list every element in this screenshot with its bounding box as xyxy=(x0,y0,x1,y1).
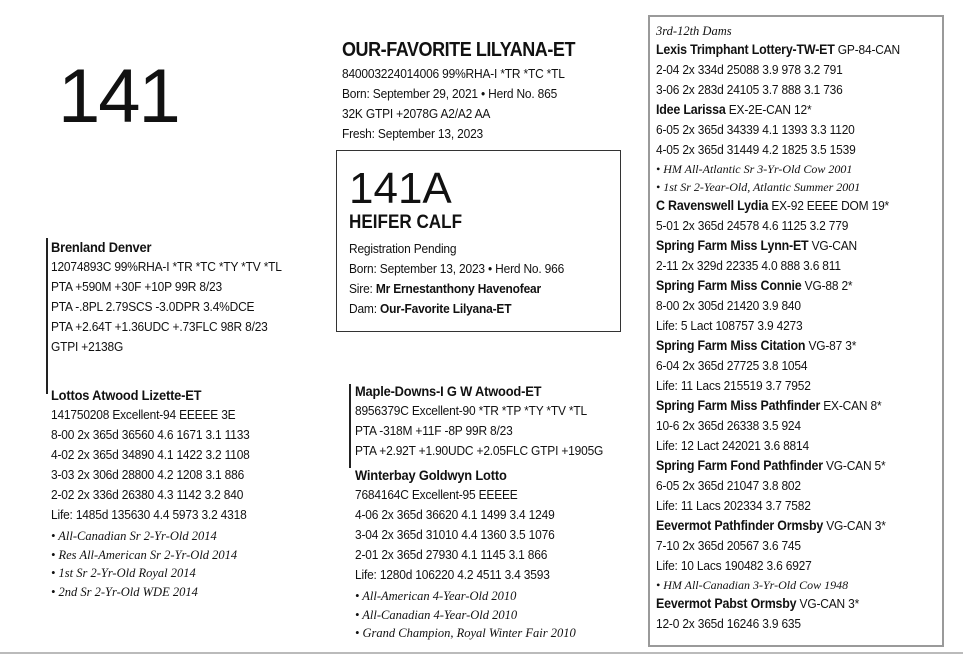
record-line: 2-11 2x 329d 22335 4.0 888 3.6 811 xyxy=(656,258,841,273)
dam-entry-name xyxy=(656,516,918,536)
award-line: • 1st Sr 2-Yr-Old Royal 2014 xyxy=(51,566,196,580)
dam-name: Eevermot Pathfinder Ormsby xyxy=(656,518,824,533)
calf-dam-label: Dam: xyxy=(349,301,377,316)
calf-lot-number: 141A xyxy=(349,164,452,213)
record-line: 6-05 2x 365d 21047 3.8 802 xyxy=(656,478,801,493)
record-line: 6-05 2x 365d 34339 4.1 1393 3.3 1120 xyxy=(656,122,855,137)
dam-line: 840003224014006 99%RHA-I *TR *TC *TL xyxy=(342,66,565,81)
sire-name: Brenland Denver xyxy=(51,239,152,255)
award-line: • All-Canadian 4-Year-Old 2010 xyxy=(355,607,518,622)
calf-dam-name: Our-Favorite Lilyana-ET xyxy=(379,301,512,316)
record-line: Life: 11 Lacs 215519 3.7 7952 xyxy=(656,378,811,393)
record-line: Life: 1485d 135630 4.4 5973 3.2 4318 xyxy=(51,507,247,522)
calf-details xyxy=(349,239,583,319)
maternal-grandsire-block xyxy=(355,381,625,461)
calf-born: Born: September 13, 2023 • Herd No. 966 xyxy=(349,261,565,276)
record-line: 8-00 2x 365d 36560 4.6 1671 3.1 1133 xyxy=(51,427,250,442)
dam-name: Spring Farm Miss Citation xyxy=(656,338,806,353)
maternal-grandsire-name: Maple-Downs-I G W Atwood-ET xyxy=(355,383,542,399)
dam-line: 32K GTPI +2078G A2/A2 AA xyxy=(342,106,491,121)
dam-classification: VG-CAN xyxy=(808,238,858,253)
award-line: • 1st Sr 2-Year-Old, Atlantic Summer 2001 xyxy=(656,180,861,194)
pedigree-bracket xyxy=(46,238,48,394)
dam-name: Spring Farm Miss Pathfinder xyxy=(656,398,821,413)
dam-line: Fresh: September 13, 2023 xyxy=(342,126,484,141)
sire-line: PTA -.8PL 2.79SCS -3.0DPR 3.4%DCE xyxy=(51,299,255,314)
third-dam-block xyxy=(355,465,576,643)
dam-classification: EX-CAN 8* xyxy=(820,398,882,413)
dam-entry-name xyxy=(656,456,918,476)
record-line: 141750208 Excellent-94 EEEEE 3E xyxy=(51,407,236,422)
dam-classification: GP-84-CAN xyxy=(834,42,900,57)
record-line: 2-01 2x 365d 27930 4.1 1145 3.1 866 xyxy=(355,547,548,562)
dam-classification: VG-87 3* xyxy=(805,338,857,353)
dams-panel-heading: 3rd-12th Dams xyxy=(656,24,732,38)
bottom-rule xyxy=(0,652,963,654)
dam-classification: VG-88 2* xyxy=(801,278,853,293)
dam-entry-name xyxy=(656,336,918,356)
dam-entry-name xyxy=(656,40,918,60)
award-line: • Grand Champion, Royal Winter Fair 2010 xyxy=(355,626,576,640)
record-line: Life: 11 Lacs 202334 3.7 7582 xyxy=(656,498,811,513)
dam-name: Spring Farm Fond Pathfinder xyxy=(656,458,823,473)
grandsire-line: 8956379C Excellent-90 *TR *TP *TY *TV *TL xyxy=(355,403,587,418)
record-line: 2-02 2x 336d 26380 4.3 1142 3.2 840 xyxy=(51,487,244,502)
record-line: 4-05 2x 365d 31449 4.2 1825 3.5 1539 xyxy=(656,142,856,157)
dam-details xyxy=(342,64,584,144)
award-line: • HM All-Canadian 3-Yr-Old Cow 1948 xyxy=(656,578,849,592)
award-line: • All-Canadian Sr 2-Yr-Old 2014 xyxy=(51,529,217,543)
dam-line: Born: September 29, 2021 • Herd No. 865 xyxy=(342,86,558,101)
record-line: 10-6 2x 365d 26338 3.5 924 xyxy=(656,418,801,433)
dam-classification: VG-CAN 5* xyxy=(822,458,886,473)
dam-entry-name xyxy=(656,196,918,216)
record-line: 7684164C Excellent-95 EEEEE xyxy=(355,487,518,502)
record-line: 3-04 2x 365d 31010 4.4 1360 3.5 1076 xyxy=(355,527,555,542)
calf-sire xyxy=(349,279,564,299)
dam-name: Spring Farm Miss Lynn-ET xyxy=(656,238,809,253)
sire-line: 12074893C 99%RHA-I *TR *TC *TY *TV *TL xyxy=(51,259,282,274)
sire-block xyxy=(51,237,302,357)
dam-name: OUR-FAVORITE LILYANA-ET xyxy=(342,39,576,61)
record-line: 6-04 2x 365d 27725 3.8 1054 xyxy=(656,358,808,373)
dam-classification: VG-CAN 3* xyxy=(823,518,886,533)
dam-classification: VG-CAN 3* xyxy=(796,596,860,611)
calf-type: HEIFER CALF xyxy=(349,212,463,233)
dams-panel-content xyxy=(656,22,941,634)
calf-registration: Registration Pending xyxy=(349,241,457,256)
dam-entry-name xyxy=(656,236,918,256)
dams-list xyxy=(656,40,941,634)
lot-number: 141 xyxy=(58,54,179,139)
award-line: • 2nd Sr 2-Yr-Old WDE 2014 xyxy=(51,584,198,599)
dam-name: Eevermot Pabst Ormsby xyxy=(656,596,797,611)
record-line: Life: 10 Lacs 190482 3.6 6927 xyxy=(656,558,812,573)
dam-classification: EX-2E-CAN 12* xyxy=(725,102,812,117)
sire-line: PTA +590M +30F +10P 99R 8/23 xyxy=(51,279,222,294)
record-line: 3-03 2x 306d 28800 4.2 1208 3.1 886 xyxy=(51,467,245,482)
sire-line: GTPI +2138G xyxy=(51,339,124,354)
pedigree-bracket xyxy=(349,384,351,468)
award-line: • All-American 4-Year-Old 2010 xyxy=(355,589,517,603)
grandsire-line: PTA -318M +11F -8P 99R 8/23 xyxy=(355,423,513,438)
record-line: 12-0 2x 365d 16246 3.9 635 xyxy=(656,616,801,631)
record-line: 7-10 2x 365d 20567 3.6 745 xyxy=(656,538,801,553)
award-line: • HM All-Atlantic Sr 3-Yr-Old Cow 2001 xyxy=(656,162,853,176)
record-line: 4-02 2x 365d 34890 4.1 1422 3.2 1108 xyxy=(51,447,250,462)
record-line: 3-06 2x 283d 24105 3.7 888 3.1 736 xyxy=(656,82,843,97)
dam-name: Lexis Trimphant Lottery-TW-ET xyxy=(656,42,835,57)
dam-name: C Ravenswell Lydia xyxy=(656,198,769,213)
second-dam-name: Lottos Atwood Lizette-ET xyxy=(51,387,202,403)
award-line: • Res All-American Sr 2-Yr-Old 2014 xyxy=(51,547,238,562)
dam-name: Spring Farm Miss Connie xyxy=(656,278,802,293)
calf-sire-label: Sire: xyxy=(349,281,373,296)
dam-entry-name xyxy=(656,594,918,614)
calf-dam xyxy=(349,299,564,319)
dam-entry-name xyxy=(656,100,918,120)
record-line: 5-01 2x 365d 24578 4.6 1125 3.2 779 xyxy=(656,218,849,233)
third-dam-name: Winterbay Goldwyn Lotto xyxy=(355,467,507,483)
record-line: 2-04 2x 334d 25088 3.9 978 3.2 791 xyxy=(656,62,843,77)
record-line: Life: 1280d 106220 4.2 4511 3.4 3593 xyxy=(355,567,550,582)
second-dam-block xyxy=(51,385,267,601)
record-line: Life: 5 Lact 108757 3.9 4273 xyxy=(656,318,803,333)
sire-line: PTA +2.64T +1.36UDC +.73FLC 98R 8/23 xyxy=(51,319,268,334)
record-line: Life: 12 Lact 242021 3.6 8814 xyxy=(656,438,809,453)
calf-sire-name: Mr Ernestanthony Havenofear xyxy=(375,281,542,296)
dam-classification: EX-92 EEEE DOM 19* xyxy=(768,198,890,213)
dam-entry-name xyxy=(656,396,918,416)
dam-name: Idee Larissa xyxy=(656,102,726,117)
record-line: 4-06 2x 365d 36620 4.1 1499 3.4 1249 xyxy=(355,507,555,522)
grandsire-line: PTA +2.92T +1.90UDC +2.05FLC GTPI +1905G xyxy=(355,443,604,458)
record-line: 8-00 2x 305d 21420 3.9 840 xyxy=(656,298,801,313)
dam-entry-name xyxy=(656,276,918,296)
